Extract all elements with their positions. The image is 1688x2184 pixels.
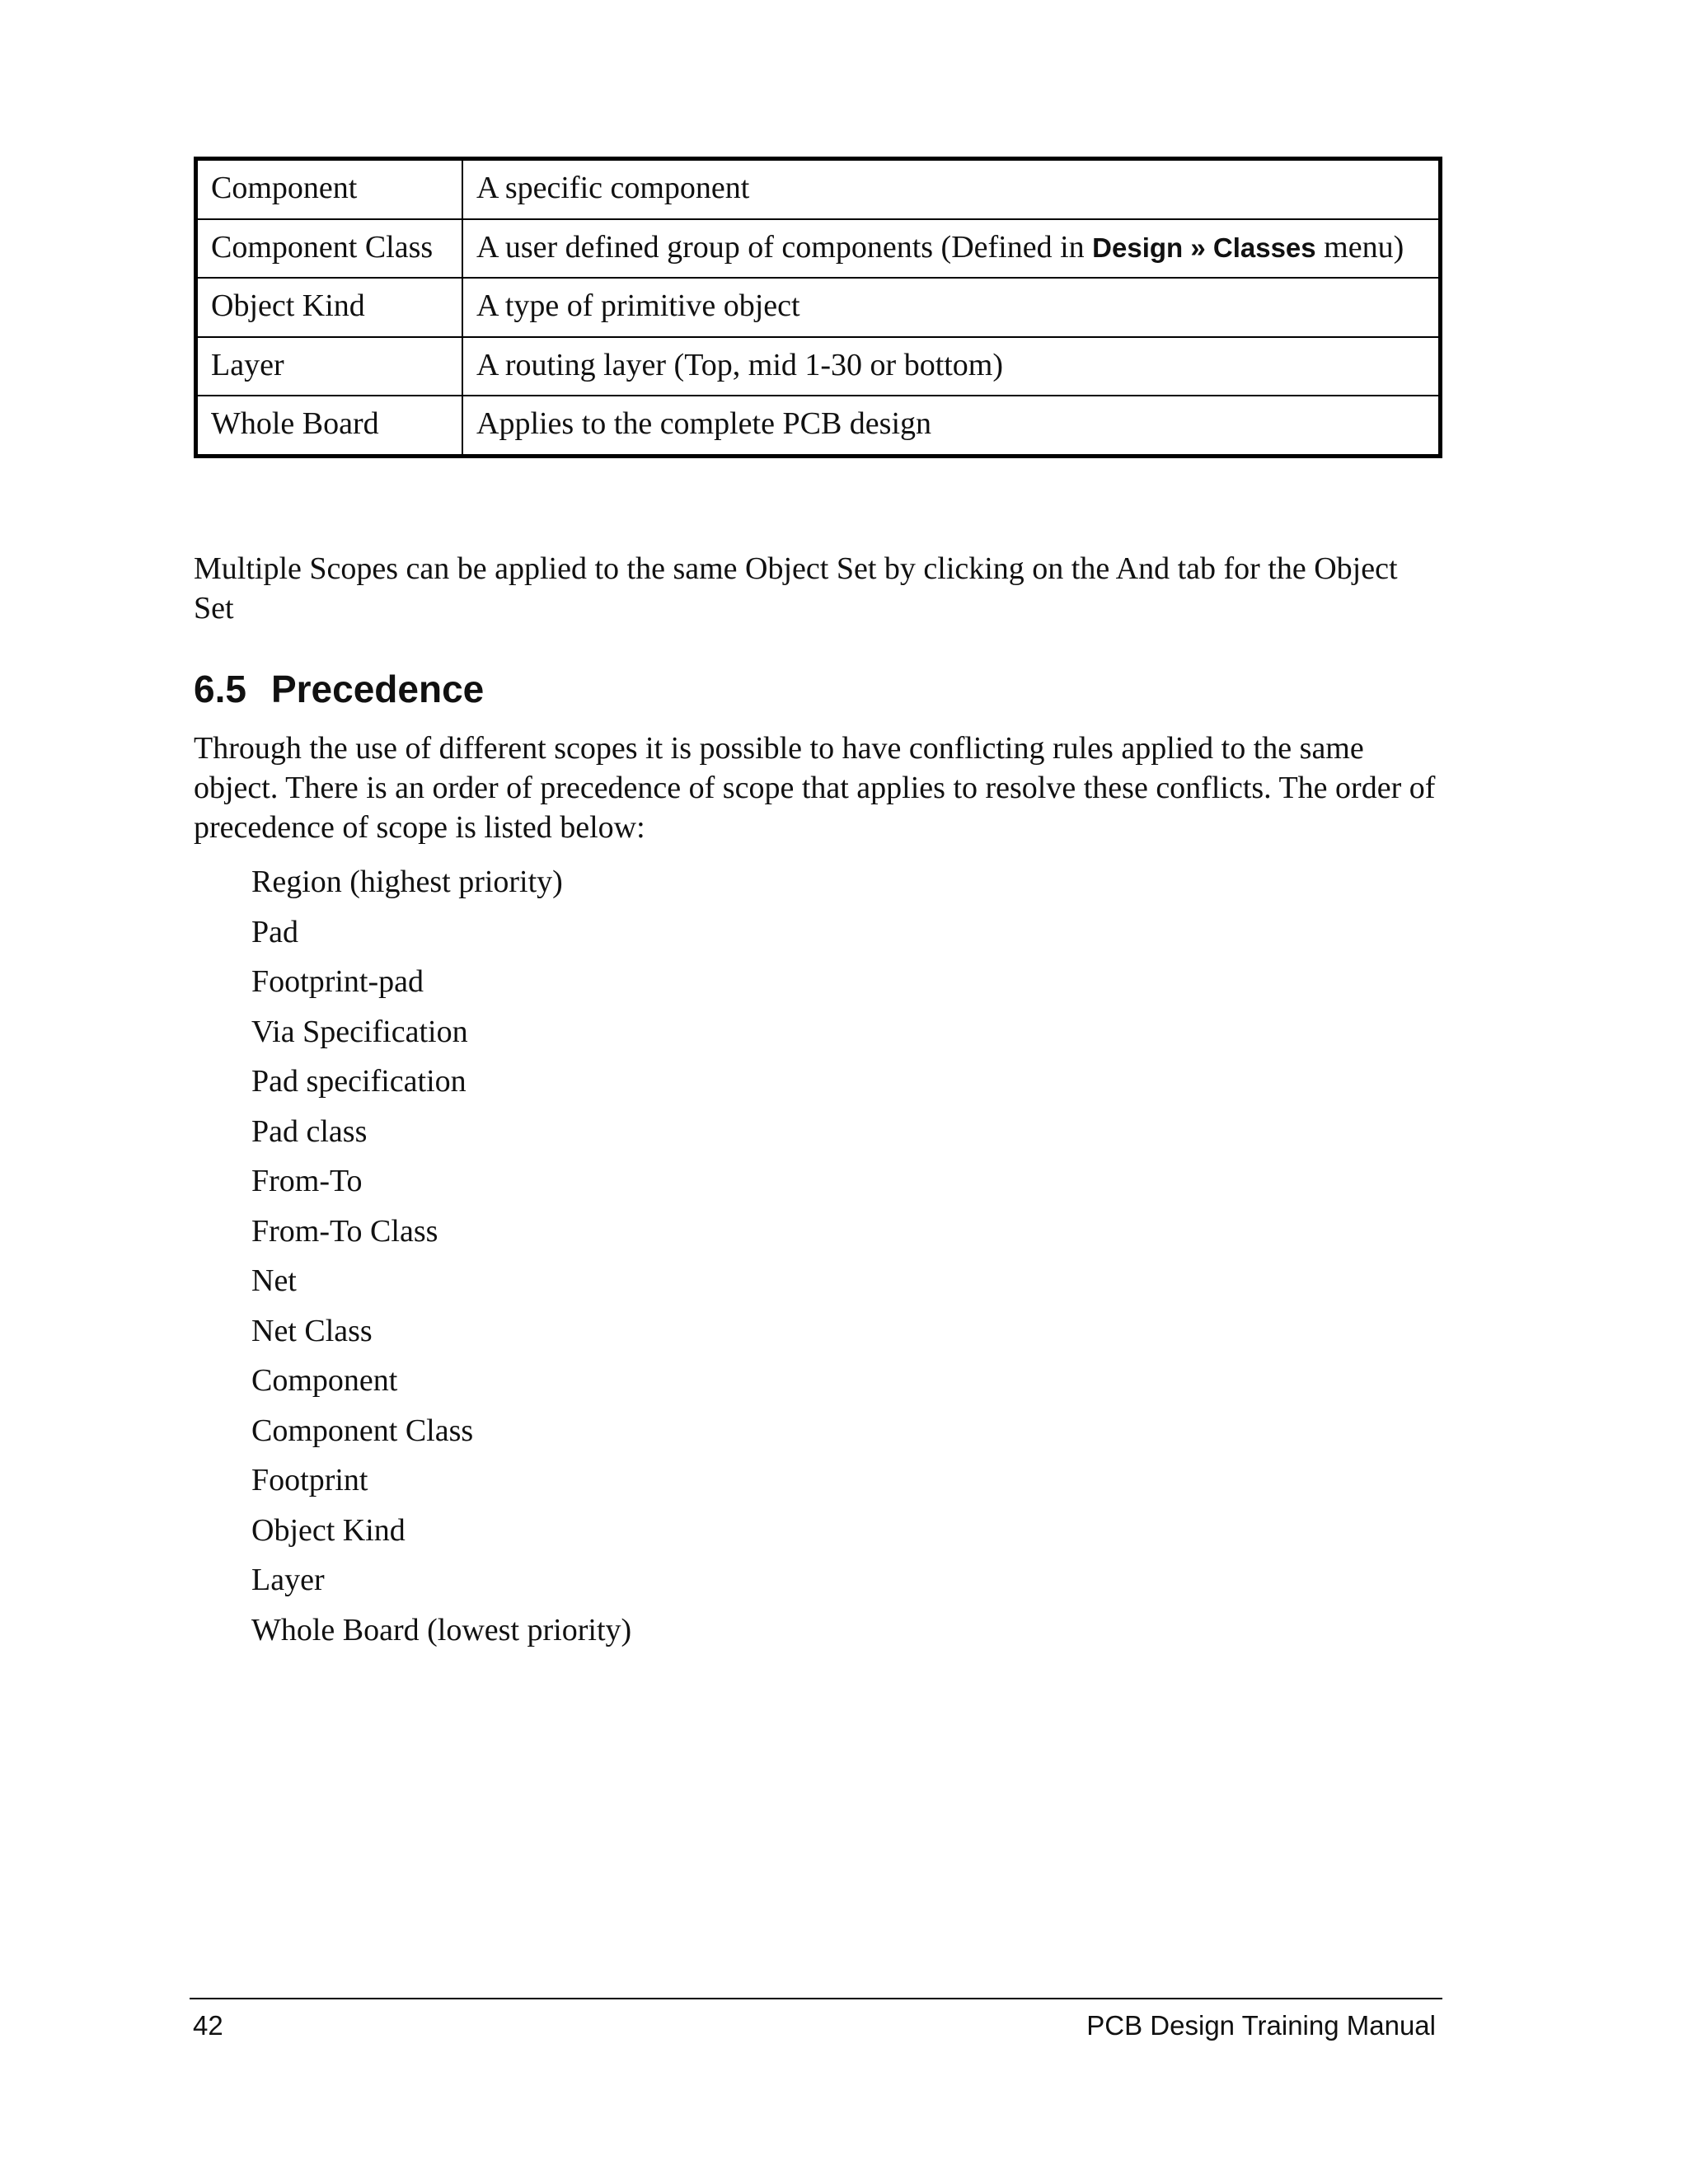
section-heading (194, 666, 484, 712)
table-row (196, 337, 1441, 396)
scope-description-cell: A specific component (462, 159, 1441, 219)
list-item: Component (251, 1363, 398, 1398)
precedence-paragraph: Through the use of different scopes it is possible to have conflicting rules applied to the same object. There is an order of precedence of scope that applies to resolve these conflicts. The order of precedence of scope is listed below: (194, 731, 1436, 845)
precedence-list (251, 857, 631, 1655)
list-item: Region (highest priority) (251, 865, 563, 899)
scope-description-cell: Applies to the complete PCB design (462, 396, 1441, 456)
manual-title: PCB Design Training Manual (1086, 2010, 1436, 2041)
scope-name-cell: Object Kind (196, 278, 463, 337)
list-item: Pad class (251, 1113, 368, 1149)
scope-name-cell: Component Class (196, 219, 463, 279)
scope-name-cell: Component (196, 159, 463, 219)
list-item: Net (251, 1263, 297, 1298)
description-text: A user defined group of components (Defined in (476, 229, 1093, 265)
list-item: Layer (251, 1563, 325, 1597)
list-item: Net Class (251, 1313, 373, 1348)
table-row (196, 159, 1441, 219)
list-item: From-To Class (251, 1213, 438, 1249)
scope-description-cell: A type of primitive object (462, 278, 1441, 337)
page-number: 42 (193, 2010, 223, 2041)
scope-name-cell: Layer (196, 337, 463, 396)
section-title: Precedence (270, 668, 485, 710)
scope-name-cell: Whole Board (196, 396, 463, 456)
multiple-scopes-paragraph: Multiple Scopes can be applied to the same Object Set by clicking on the And tab for the Object Set (194, 551, 1398, 626)
table-row (196, 278, 1441, 337)
footer-divider (190, 1998, 1442, 1999)
menu-reference: Design » Classes (1092, 232, 1316, 263)
list-item: Via Specification (251, 1014, 468, 1049)
page-footer (193, 2008, 1436, 2044)
description-tail: menu) (1315, 229, 1404, 265)
scope-table (194, 157, 1442, 458)
list-item: Footprint-pad (251, 964, 424, 999)
list-item: Pad (251, 914, 298, 949)
list-item: Pad specification (251, 1064, 467, 1099)
list-item: Whole Board (lowest priority) (251, 1612, 632, 1647)
list-item: Footprint (251, 1463, 368, 1497)
section-number: 6.5 (194, 668, 246, 710)
list-item: Object Kind (251, 1512, 406, 1548)
scope-description-cell (462, 219, 1441, 279)
table-row (196, 219, 1441, 279)
scope-description-cell: A routing layer (Top, mid 1-30 or bottom) (462, 337, 1441, 396)
list-item: From-To (251, 1164, 363, 1198)
table-row (196, 396, 1441, 456)
list-item: Component Class (251, 1413, 474, 1448)
